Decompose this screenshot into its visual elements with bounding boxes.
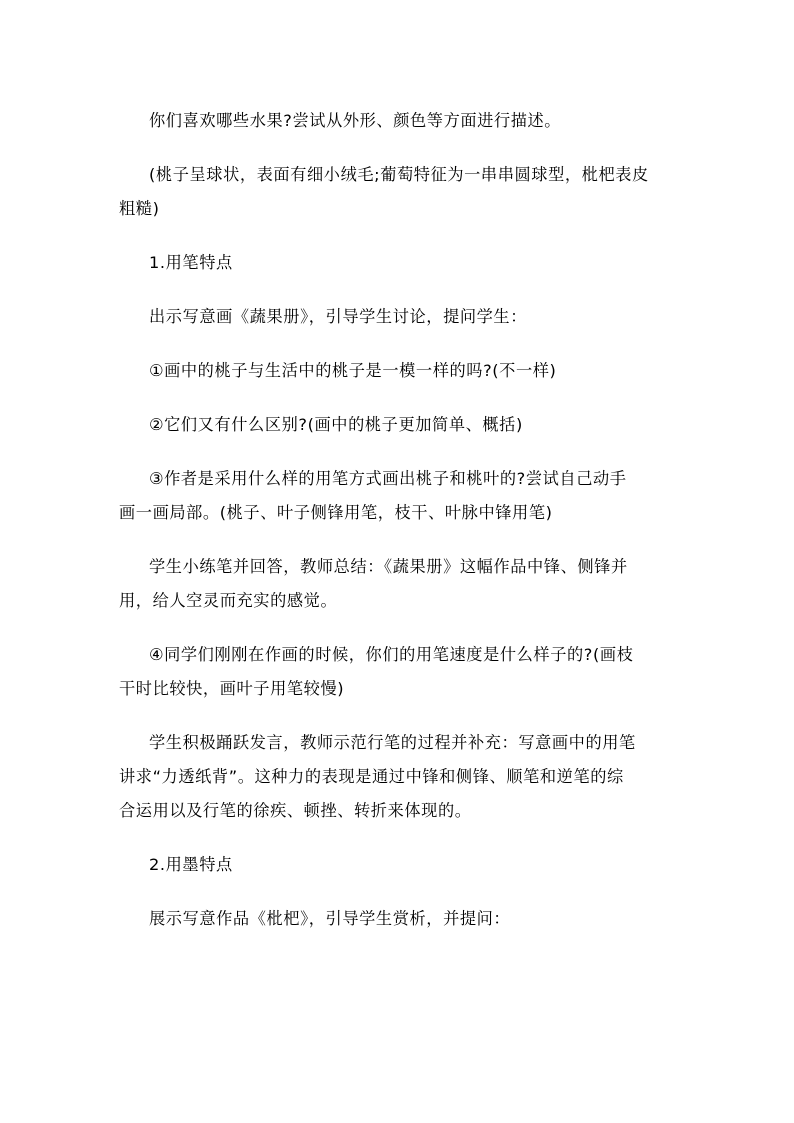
text-line: 用，给人空灵而充实的感觉。 (119, 591, 338, 610)
text-line: 展示写意作品《枇杷》，引导学生赏析，并提问： (149, 909, 511, 928)
text-line: ④同学们刚刚在作画的时候，你们的用笔速度是什么样子的?(画枝 (149, 645, 634, 664)
section-heading-brush-features (119, 246, 676, 280)
paragraph-show-loquat (119, 902, 676, 936)
paragraph-question-4 (119, 638, 676, 706)
paragraph-question-3 (119, 462, 676, 530)
text-line: ①画中的桃子与生活中的桃子是一模一样的吗?(不一样) (149, 361, 557, 380)
text-line: 1.用笔特点 (149, 253, 233, 272)
text-line: 合运用以及行笔的徐疾、顿挫、转折来体现的。 (119, 801, 472, 820)
text-line: 干时比较快，画叶子用笔较慢) (119, 679, 345, 698)
paragraph-show-painting (119, 300, 676, 334)
paragraph-fruit-answer (119, 158, 676, 226)
text-line: ③作者是采用什么样的用笔方式画出桃子和桃叶的?尝试自己动手 (149, 469, 627, 488)
text-line: 画一画局部。(桃子、叶子侧锋用笔，枝干、叶脉中锋用笔) (119, 503, 553, 522)
text-line: 学生积极踊跃发言，教师示范行笔的过程并补充：写意画中的用笔 (149, 733, 636, 752)
text-line: 学生小练笔并回答，教师总结：《蔬果册》这幅作品中锋、侧锋并 (149, 557, 628, 576)
text-line: 2.用墨特点 (149, 855, 233, 874)
text-line: 你们喜欢哪些水果?尝试从外形、颜色等方面进行描述。 (149, 111, 562, 130)
text-line: 粗糙) (119, 199, 160, 218)
paragraph-question-1 (119, 354, 676, 388)
section-heading-ink-features (119, 848, 676, 882)
text-line: (桃子呈球状，表面有细小绒毛;葡萄特征为一串串圆球型，枇杷表皮 (149, 165, 649, 184)
paragraph-fruit-question (119, 104, 676, 138)
paragraph-question-2 (119, 408, 676, 442)
paragraph-teacher-demo (119, 726, 676, 828)
text-line: ②它们又有什么区别?(画中的桃子更加简单、概括) (149, 415, 523, 434)
paragraph-teacher-summary (119, 550, 676, 618)
text-line: 出示写意画《蔬果册》，引导学生讨论，提问学生： (149, 307, 528, 326)
text-line: 讲求“力透纸背”。这种力的表现是通过中锋和侧锋、顺笔和逆笔的综 (119, 767, 624, 786)
